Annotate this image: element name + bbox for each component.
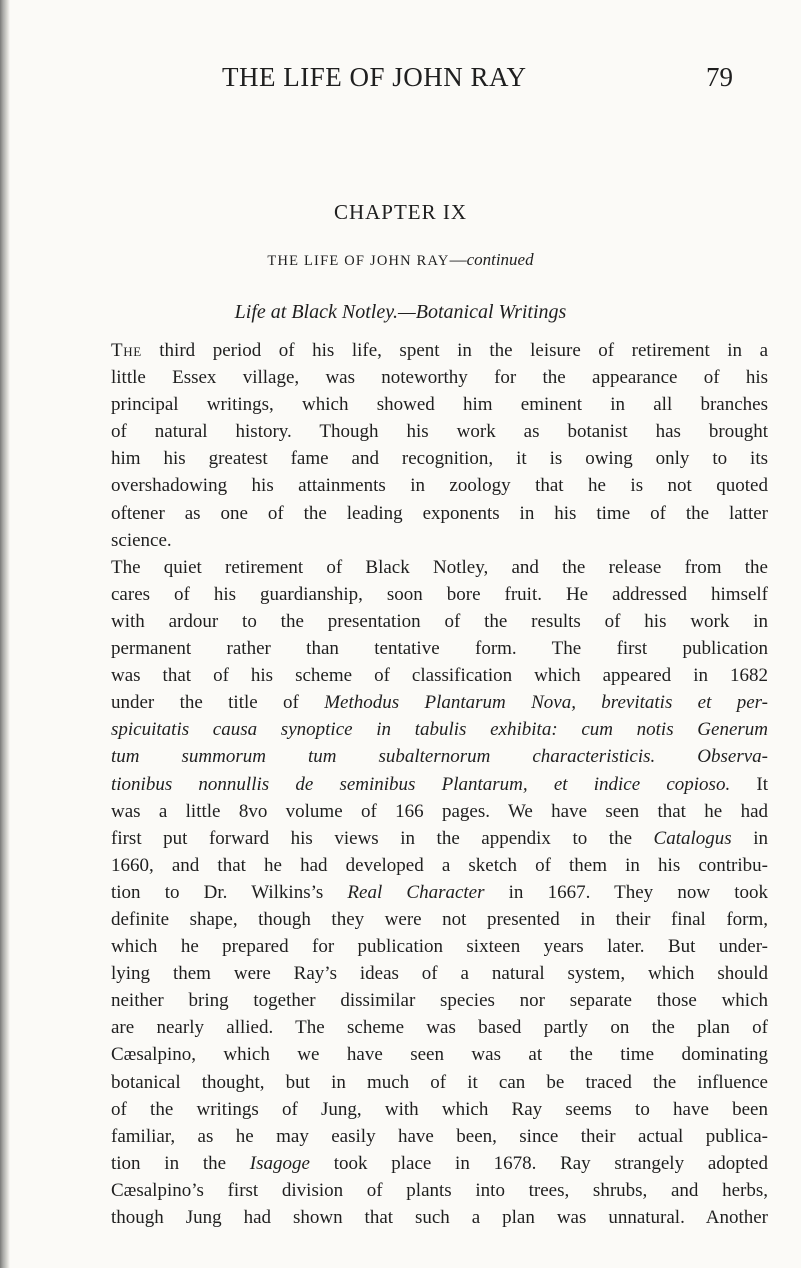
- text-line: [111, 364, 768, 391]
- italic-text: spicuitatis causa synoptice in tabulis exhibita: cum notis Generum: [111, 719, 768, 741]
- text-segment: science.: [111, 529, 172, 551]
- text-line: [111, 716, 768, 743]
- italic-text: tum summorum tum subalternorum characteristicis. Observa-: [111, 746, 768, 768]
- text-segment: took place in 1678. Ray strangely adopted: [309, 1152, 768, 1174]
- text-line: [111, 554, 768, 581]
- text-line: [111, 500, 768, 527]
- text-line: [111, 798, 768, 825]
- text-line: [111, 1123, 768, 1150]
- text-segment: of the writings of Jung, with which Ray seems to have been: [111, 1098, 768, 1120]
- running-head: [0, 62, 801, 102]
- text-line: [111, 960, 768, 987]
- text-line: [111, 1177, 768, 1204]
- text-segment: in 1667. They now took: [484, 881, 768, 903]
- text-segment: was a little 8vo volume of 166 pages. We have seen that he had: [111, 800, 768, 822]
- section-title: Life at Black Notley.—Botanical Writings: [234, 301, 567, 323]
- text-line: [111, 662, 768, 689]
- text-segment: neither bring together dissimilar species nor separate those which: [111, 990, 768, 1012]
- text-segment: in: [731, 827, 768, 849]
- text-segment: first put forward his views in the appendix to the: [111, 827, 654, 849]
- text-line: [111, 608, 768, 635]
- text-segment: overshadowing his attainments in zoology that he is not quoted: [111, 475, 768, 497]
- italic-text: Real Character: [347, 881, 485, 903]
- text-line: [111, 852, 768, 879]
- text-line: [111, 1204, 768, 1231]
- italic-text: tionibus nonnullis de seminibus Plantarum, et indice copioso.: [111, 773, 731, 795]
- text-segment: botanical thought, but in much of it can be traced the influence: [111, 1071, 768, 1093]
- text-line: [111, 933, 768, 960]
- chapter-subtitle-caps: THE LIFE OF JOHN RAY: [267, 253, 450, 269]
- text-line: [111, 1014, 768, 1041]
- text-line: [111, 337, 768, 364]
- text-segment: him his greatest fame and recognition, it is owing only to its: [111, 448, 768, 470]
- text-segment: tion in the: [111, 1152, 250, 1174]
- text-line: [111, 771, 768, 798]
- chapter-subtitle-dash: —: [449, 250, 467, 269]
- text-line: [111, 1069, 768, 1096]
- text-line: [111, 743, 768, 770]
- text-line: [111, 1041, 768, 1068]
- text-segment: permanent rather than tentative form. The first publication: [111, 638, 768, 660]
- text-line: [111, 445, 768, 472]
- italic-text: Methodus Plantarum Nova, brevitatis et per-: [324, 692, 768, 714]
- text-segment: principal writings, which showed him eminent in all branches: [111, 394, 768, 416]
- text-segment: familiar, as he may easily have been, since their actual publica-: [111, 1125, 768, 1147]
- text-segment: though Jung had shown that such a plan was unnatural. Another: [111, 1207, 768, 1228]
- chapter-subtitle: [0, 250, 801, 270]
- chapter-heading: CHAPTER IX: [333, 200, 468, 224]
- text-segment: oftener as one of the leading exponents in his time of the latter: [111, 502, 768, 524]
- text-segment: third period of his life, spent in the leisure of retirement in a: [141, 340, 768, 361]
- text-line: [111, 418, 768, 445]
- text-segment: definite shape, though they were not presented in their final form,: [111, 908, 768, 930]
- text-line: [111, 635, 768, 662]
- running-head-title: THE LIFE OF JOHN RAY: [222, 62, 527, 92]
- text-segment: cares of his guardianship, soon bore fruit. He addressed himself: [111, 583, 768, 605]
- text-segment: under the title of: [111, 692, 325, 714]
- text-segment: of natural history. Though his work as botanist has brought: [111, 421, 768, 443]
- text-line: [111, 527, 768, 554]
- text-segment: tion to Dr. Wilkins’s: [111, 881, 348, 903]
- page-number: 79: [706, 62, 733, 92]
- text-segment: It: [730, 773, 768, 795]
- text-line: [111, 581, 768, 608]
- text-line: [111, 472, 768, 499]
- italic-text: Catalogus: [653, 827, 732, 849]
- text-segment: with ardour to the presentation of the results of his work in: [111, 610, 768, 632]
- text-segment: Cæsalpino, which we have seen was at the time dominating: [111, 1044, 768, 1066]
- text-line: [111, 987, 768, 1014]
- text-line: [111, 879, 768, 906]
- text-segment: The: [111, 340, 142, 361]
- text-line: [111, 906, 768, 933]
- italic-text: Isagoge: [249, 1152, 310, 1174]
- chapter-subtitle-continued: continued: [466, 250, 534, 269]
- page-gutter-shadow: [0, 0, 10, 1268]
- text-line: [111, 1096, 768, 1123]
- text-line: [111, 1150, 768, 1177]
- text-line: [111, 391, 768, 418]
- body-text: [111, 337, 768, 1231]
- text-segment: which he prepared for publication sixteen years later. But under-: [111, 936, 768, 958]
- text-segment: The quiet retirement of Black Notley, and the release from the: [111, 556, 768, 578]
- text-segment: Cæsalpino’s first division of plants into trees, shrubs, and herbs,: [111, 1179, 768, 1201]
- text-segment: 1660, and that he had developed a sketch of them in his contribu-: [111, 854, 768, 876]
- text-segment: are nearly allied. The scheme was based partly on the plan of: [111, 1017, 768, 1039]
- text-segment: lying them were Ray’s ideas of a natural system, which should: [111, 963, 768, 985]
- text-segment: little Essex village, was noteworthy for the appearance of his: [111, 367, 768, 389]
- text-segment: was that of his scheme of classification which appeared in 1682: [111, 665, 768, 687]
- text-line: [111, 825, 768, 852]
- text-line: [111, 689, 768, 716]
